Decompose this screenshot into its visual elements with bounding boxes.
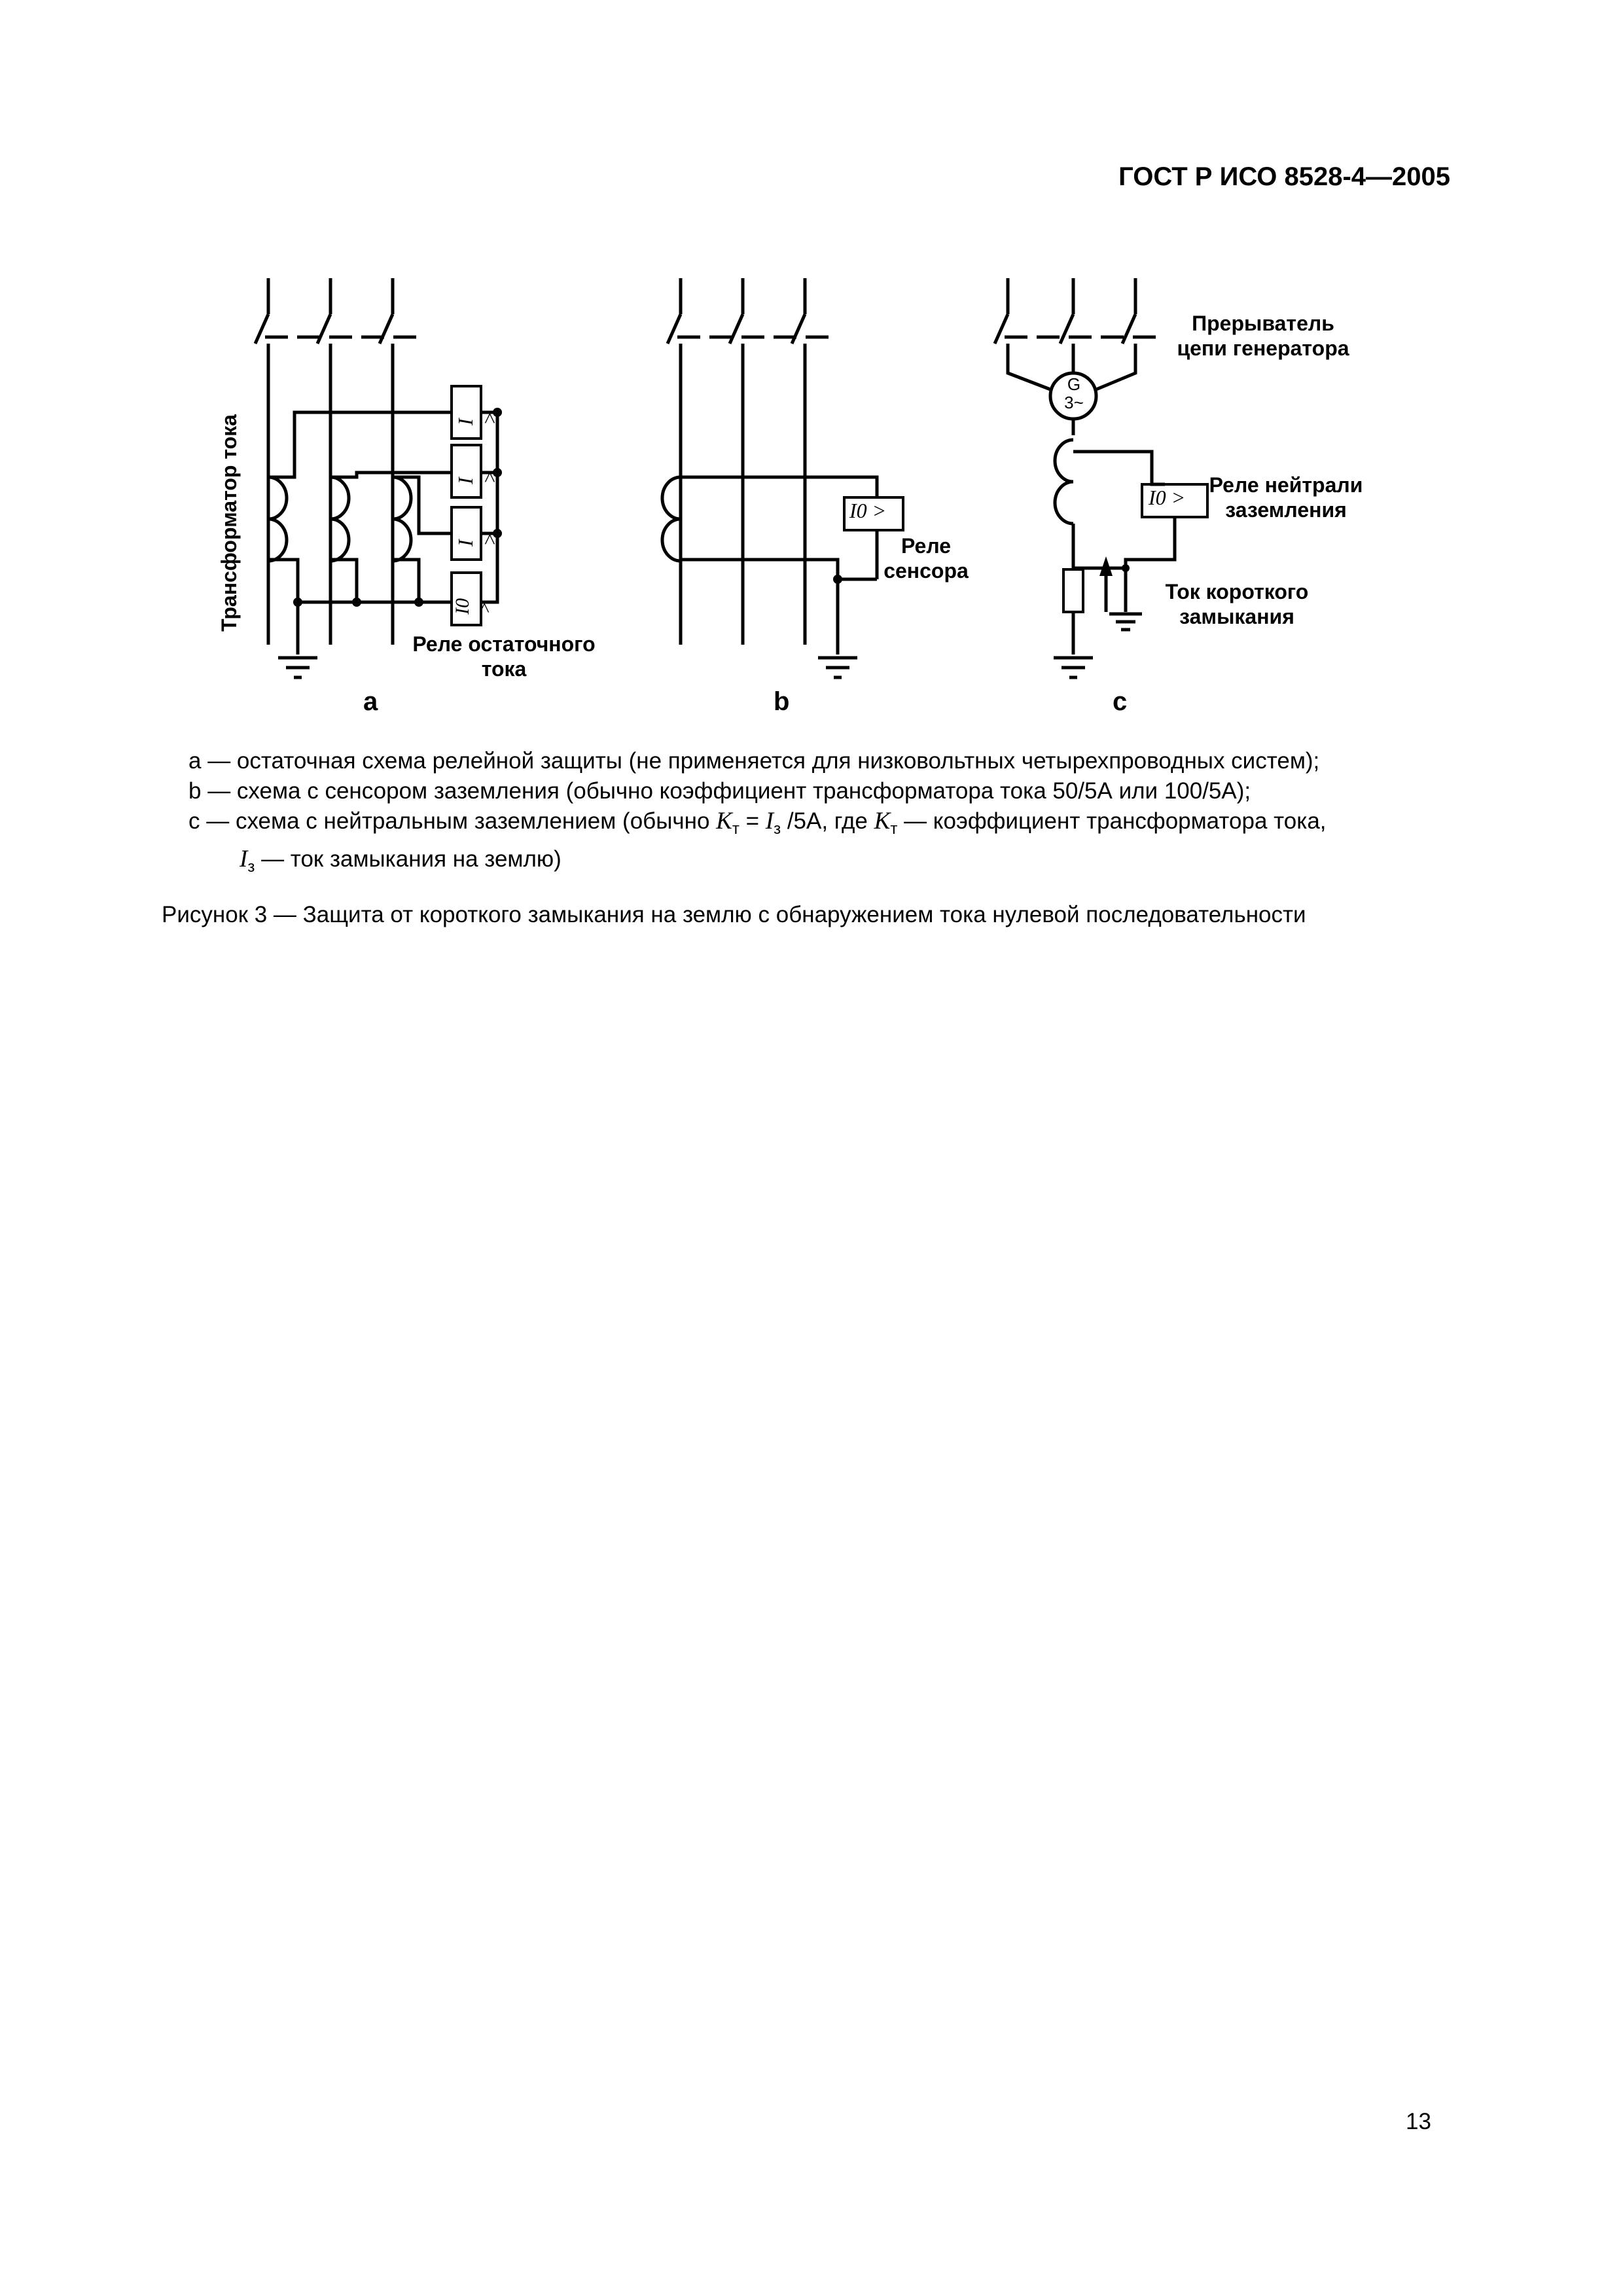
subfigure-letter-a: a [363,687,378,716]
legend-c2-i-sub: з [247,858,255,876]
label-sensor-relay: Реле сенсора [883,534,969,583]
legend-item-a: a — остаточная схема релейной защиты (не применяется для низковольтных четырехпроводных систем); [188,748,1320,774]
document-header: ГОСТ Р ИСО 8528-4—2005 [1118,162,1450,191]
relay-symbol-a2: I > [454,470,501,484]
legend-c-i-sub: з [774,820,781,838]
figure-3-diagram [0,0,1623,720]
diagram-b [662,278,903,677]
relay-symbol-a4: I0 > [452,598,495,615]
legend-item-c [188,806,1452,844]
relay-symbol-a1: I > [454,411,501,425]
generator-symbol: G 3~ [1064,374,1084,412]
relay-symbol-b: I0 > [849,499,887,522]
legend-c2-tail: — ток замыкания на землю) [261,846,562,872]
legend-c-tail: — коэффициент трансформатора тока, [904,808,1327,834]
legend-c-k-sub: т [732,820,740,838]
legend-c-eq: = [745,808,760,834]
subfigure-letter-c: c [1113,687,1128,716]
relay-symbol-a3: I > [454,532,501,547]
figure-caption: Рисунок 3 — Защита от короткого замыкания на землю с обнаружением тока нулевой последовательности [162,902,1306,927]
legend-c-k: K [716,808,732,834]
legend-c-prefix: c — схема с нейтральным заземлением (обычно [188,808,710,834]
figure-legend [188,746,1452,882]
legend-c2-i: I [240,846,248,872]
subfigure-letter-b: b [774,687,790,716]
legend-item-b: b — схема с сенсором заземления (обычно коэффициент трансформатора тока 50/5А или 100/5А); [188,778,1251,804]
label-neutral-relay: Реле нейтрали заземления [1209,473,1363,522]
label-generator-breaker: Прерыватель цепи генератора [1177,312,1349,360]
legend-c-i: I [765,808,774,834]
label-fault-current: Ток короткого замыкания [1165,580,1309,628]
legend-c-k2: K [874,808,891,834]
relay-symbol-c: I0 > [1149,486,1186,509]
label-current-transformer: Трансформатор тока [217,414,241,632]
legend-c-ratio: /5А, где [787,808,868,834]
page-number: 13 [1406,2109,1431,2134]
legend-c-k2-sub: т [890,820,898,838]
label-residual-relay: Реле остаточного тока [412,632,596,681]
legend-item-c-cont [188,844,1452,882]
